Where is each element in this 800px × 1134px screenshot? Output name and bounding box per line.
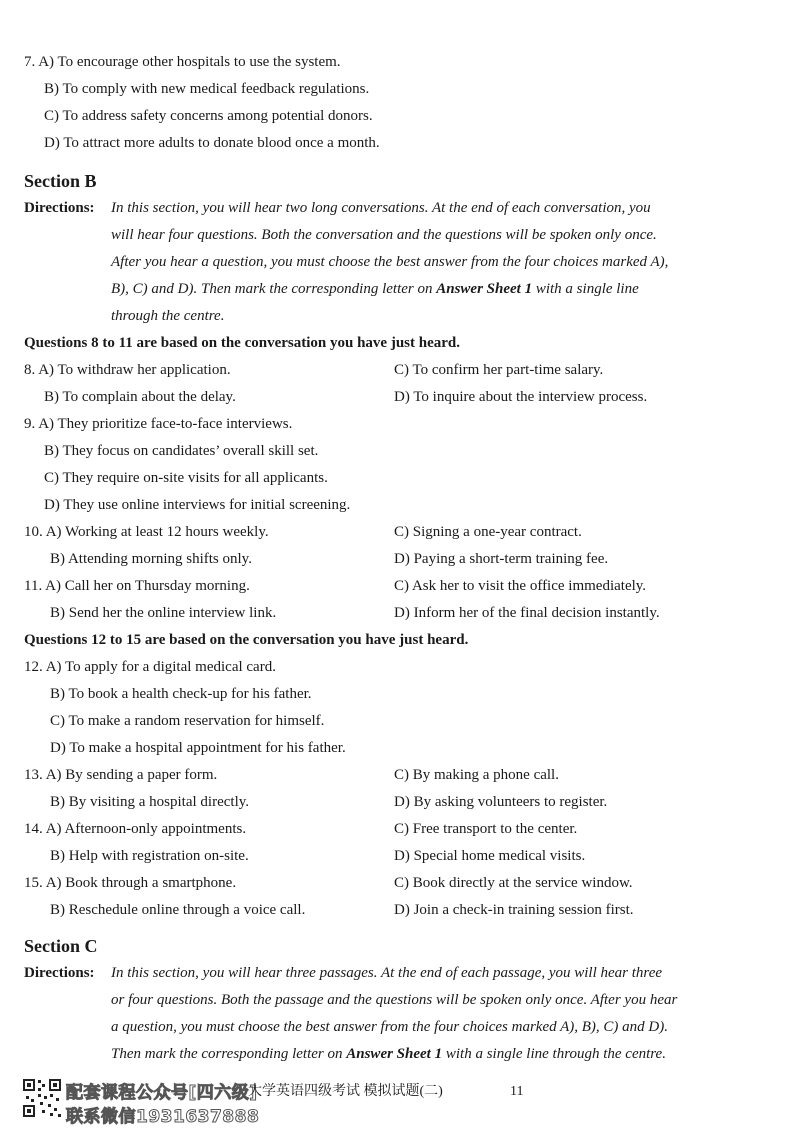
qr-code-icon: [22, 1078, 62, 1118]
option-letter: D): [44, 135, 60, 151]
q11-option-b: [50, 603, 276, 623]
answer-sheet-ref: Answer Sheet 1: [346, 1046, 443, 1062]
option-text: Send her the online interview link.: [68, 605, 277, 621]
q14-option-a: [24, 819, 246, 839]
option-text: To make a random reservation for himself.: [68, 713, 325, 729]
option-text: To encourage other hospitals to use the system.: [57, 54, 341, 70]
book-title: 大学英语四级考试 模拟试题(二): [248, 1084, 443, 1099]
q13-option-a: [24, 765, 217, 785]
q11-option-a: [24, 576, 250, 596]
option-text: Signing a one-year contract.: [412, 524, 582, 540]
option-text: To comply with new medical feedback regulations.: [62, 81, 370, 97]
option-letter: C): [394, 875, 409, 891]
option-letter: D): [394, 389, 410, 405]
q9-option-d: [44, 495, 350, 515]
option-text: Ask her to visit the office immediately.: [411, 578, 647, 594]
q8-option-b: [44, 387, 236, 407]
option-letter: A): [38, 362, 55, 378]
option-text: Free transport to the center.: [412, 821, 578, 837]
directions-text: Then mark the corresponding letter on: [111, 1046, 347, 1062]
option-letter: B): [50, 902, 65, 918]
option-text: Join a check-in training session first.: [413, 902, 634, 918]
option-letter: A): [45, 524, 62, 540]
q13-option-d: [394, 792, 607, 812]
option-text: Afternoon-only appointments.: [64, 821, 247, 837]
option-text: Book directly at the service window.: [412, 875, 633, 891]
q12-option-d: [50, 738, 346, 758]
option-text: To inquire about the interview process.: [413, 389, 648, 405]
option-text: To attract more adults to donate blood once a month.: [63, 135, 380, 151]
option-letter: B): [44, 389, 59, 405]
option-letter: C): [394, 767, 409, 783]
q7-option-d: [44, 133, 380, 153]
option-text: They use online interviews for initial screening.: [63, 497, 351, 513]
option-text: To book a health check-up for his father.: [68, 686, 312, 702]
q7-option-c: [44, 106, 373, 126]
section-b-directions-line: [111, 279, 639, 299]
q12-option-a: [24, 657, 276, 677]
option-letter: A): [45, 659, 62, 675]
option-text: By sending a paper form.: [65, 767, 218, 783]
option-text: Special home medical visits.: [413, 848, 586, 864]
option-letter: D): [394, 605, 410, 621]
option-text: Call her on Thursday morning.: [64, 578, 250, 594]
option-letter: B): [50, 794, 65, 810]
section-c-directions-line: a question, you must choose the best answer from the four choices marked A), B), C) and D).: [111, 1019, 668, 1035]
option-letter: D): [394, 848, 410, 864]
option-letter: D): [394, 794, 410, 810]
option-letter: D): [394, 551, 410, 567]
option-text: They prioritize face-to-face interviews.: [57, 416, 293, 432]
question-number: 8.: [24, 362, 36, 378]
q7-option-a: [24, 52, 341, 72]
option-letter: C): [50, 713, 65, 729]
option-letter: A): [38, 54, 55, 70]
option-text: To withdraw her application.: [57, 362, 231, 378]
q10-option-a: [24, 522, 269, 542]
option-letter: B): [44, 443, 59, 459]
option-letter: D): [50, 740, 66, 756]
section-b-directions-line: will hear four questions. Both the conversation and the questions will be spoken only once.: [111, 227, 657, 243]
q8-option-a: [24, 360, 231, 380]
watermark-line-2: 联系微信1931637888: [66, 1107, 260, 1127]
option-text: By visiting a hospital directly.: [68, 794, 250, 810]
page-number: 11: [510, 1084, 524, 1099]
watermark-line-1: 配套课程公众号[四六级]: [66, 1083, 258, 1103]
option-text: They focus on candidates’ overall skill set.: [62, 443, 319, 459]
question-number: 12.: [24, 659, 43, 675]
option-text: Paying a short-term training fee.: [413, 551, 609, 567]
option-text: To make a hospital appointment for his father.: [69, 740, 346, 756]
option-letter: A): [45, 767, 62, 783]
option-text: Attending morning shifts only.: [67, 551, 252, 567]
group-heading-12-15: Questions 12 to 15 are based on the conversation you have just heard.: [24, 632, 469, 648]
section-c-directions-line: In this section, you will hear three passages. At the end of each passage, you will hear three: [111, 965, 663, 981]
question-number: 9.: [24, 416, 36, 432]
section-c-title: Section C: [24, 936, 98, 956]
option-text: Inform her of the final decision instantly.: [413, 605, 660, 621]
question-number: 11.: [24, 578, 43, 594]
option-text: They require on-site visits for all applicants.: [62, 470, 328, 486]
q8-option-d: [394, 387, 647, 407]
option-letter: C): [394, 578, 409, 594]
option-letter: D): [44, 497, 60, 513]
group-heading-8-11: Questions 8 to 11 are based on the conversation you have just heard.: [24, 335, 460, 351]
option-text: Help with registration on-site.: [68, 848, 249, 864]
directions-text: with a single line: [532, 281, 639, 297]
option-letter: A): [38, 416, 55, 432]
q9-option-a: [24, 414, 292, 434]
option-letter: D): [394, 902, 410, 918]
section-b-title: Section B: [24, 171, 97, 191]
q10-option-c: [394, 522, 582, 542]
q8-option-c: [394, 360, 603, 380]
q7-option-b: [44, 79, 369, 99]
q15-option-b: [50, 900, 305, 920]
option-letter: C): [44, 108, 59, 124]
option-letter: A): [45, 578, 61, 594]
q15-option-a: [24, 873, 236, 893]
option-text: To apply for a digital medical card.: [65, 659, 276, 675]
option-text: To complain about the delay.: [62, 389, 236, 405]
option-letter: B): [50, 551, 65, 567]
option-text: To address safety concerns among potential donors.: [62, 108, 373, 124]
option-letter: C): [394, 821, 409, 837]
q14-option-d: [394, 846, 585, 866]
option-letter: C): [44, 470, 59, 486]
question-number: 13.: [24, 767, 43, 783]
option-text: By asking volunteers to register.: [413, 794, 608, 810]
q12-option-c: [50, 711, 324, 731]
option-text: By making a phone call.: [412, 767, 559, 783]
option-text: Reschedule online through a voice call.: [68, 902, 306, 918]
option-letter: B): [50, 605, 65, 621]
question-number: 15.: [24, 875, 43, 891]
option-text: To confirm her part-time salary.: [412, 362, 604, 378]
option-letter: A): [45, 875, 62, 891]
question-number: 14.: [24, 821, 43, 837]
section-c-directions-line: [111, 1044, 666, 1064]
question-number: 10.: [24, 524, 43, 540]
option-letter: C): [394, 524, 409, 540]
section-b-directions-line: through the centre.: [111, 308, 225, 324]
q11-option-c: [394, 576, 646, 596]
section-b-directions-line: After you hear a question, you must choose the best answer from the four choices marked A),: [111, 254, 669, 270]
option-letter: B): [44, 81, 59, 97]
option-text: Working at least 12 hours weekly.: [65, 524, 269, 540]
q13-option-b: [50, 792, 249, 812]
directions-text: with a single line through the centre.: [442, 1046, 666, 1062]
q11-option-d: [394, 603, 660, 623]
directions-text: B), C) and D). Then mark the corresponding letter on: [111, 281, 437, 297]
answer-sheet-ref: Answer Sheet 1: [436, 281, 533, 297]
option-letter: A): [45, 821, 62, 837]
section-b-directions-label: Directions:: [24, 200, 95, 216]
section-c-directions-line: or four questions. Both the passage and the questions will be spoken only once. After you hear: [111, 992, 678, 1008]
option-text: Book through a smartphone.: [65, 875, 237, 891]
q15-option-d: [394, 900, 634, 920]
q14-option-b: [50, 846, 249, 866]
option-letter: C): [394, 362, 409, 378]
q14-option-c: [394, 819, 577, 839]
q13-option-c: [394, 765, 559, 785]
q12-option-b: [50, 684, 312, 704]
question-number: 7.: [24, 54, 36, 70]
section-b-directions-line: In this section, you will hear two long conversations. At the end of each conversation, you: [111, 200, 651, 216]
q10-option-b: [50, 549, 252, 569]
q15-option-c: [394, 873, 633, 893]
q9-option-b: [44, 441, 318, 461]
q10-option-d: [394, 549, 608, 569]
section-c-directions-label: Directions:: [24, 965, 95, 981]
option-letter: B): [50, 848, 65, 864]
q9-option-c: [44, 468, 328, 488]
option-letter: B): [50, 686, 65, 702]
